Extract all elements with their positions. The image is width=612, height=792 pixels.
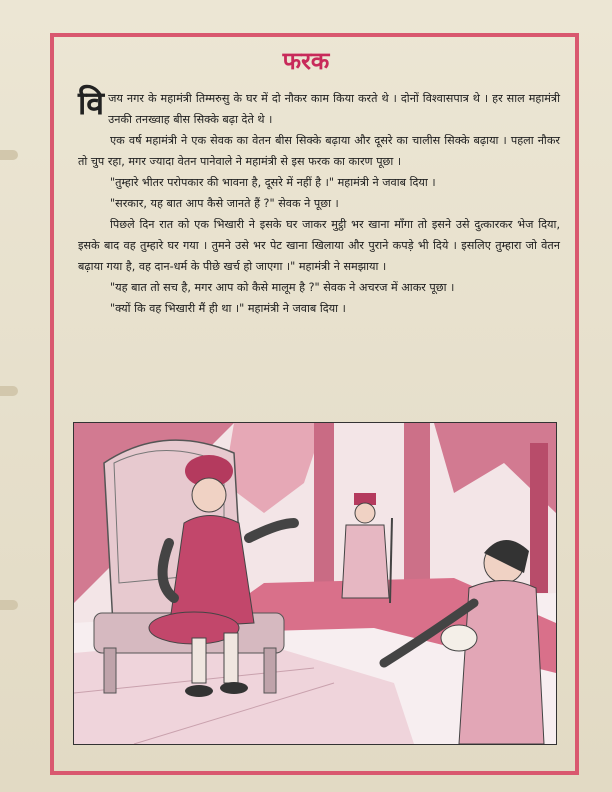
punch-hole [0, 150, 18, 160]
story-illustration [73, 422, 557, 745]
punch-hole [0, 600, 18, 610]
pillar [530, 443, 548, 593]
paragraph-7: "क्यों कि वह भिखारी मैं ही था ।" महामंत्री ने जवाब दिया । [110, 302, 346, 315]
paragraph-3: "तुम्हारे भीतर परोपकार की भावना है, दूसरे में नहीं है ।" महामंत्री ने जवाब दिया । [110, 176, 436, 189]
dropcap: वि [78, 84, 105, 122]
guard [342, 525, 389, 598]
illustration-svg [74, 423, 556, 744]
paragraph-1 [78, 84, 560, 130]
minister-face [192, 478, 226, 512]
story-title: फरक [282, 46, 330, 75]
punch-hole [0, 386, 18, 396]
paragraph-5: पिछले दिन रात को एक भिखारी ने इसके घर जाकर मुट्ठी भर खाना माँगा तो इसने उसे दुत्कारकर भेज दिया, इसके बाद वह तुम्हारे घर गया । तुमने उसे भर पेट खाना खिलाया और पुराने कपड़े भी दिये । इसलिए तुम्हारा जो वेतन बढ़ाया गया है, वह दान-धर्म के पीछे खर्च हो जाएगा ।" महामंत्री ने समझाया । [78, 218, 560, 273]
paragraph-2: एक वर्ष महामंत्री ने एक सेवक का वेतन बीस सिक्के बढ़ाया और दूसरे का चालीस सिक्के बढ़ाया । पहला नौकर तो चुप रहा, मगर ज्यादा वेतन पानेवाले ने महामंत्री से इस फरक का कारण पूछा । [78, 134, 560, 168]
paragraph-4: "सरकार, यह बात आप कैसे जानते हैं ?" सेवक ने पूछा । [110, 197, 339, 210]
paragraph-1-text: जय नगर के महामंत्री तिम्मरुसु के घर में दो नौकर काम किया करते थे । दोनों विश्वासपात्र थे । हर साल महामंत्री उनकी तनख्वाह बीस सिक्के बढ़ा देते थे । [108, 92, 560, 126]
story-text [78, 84, 560, 319]
paragraph-6: "यह बात तो सच है, मगर आप को कैसे मालूम है ?" सेवक ने अचरज में आकर पूछा । [110, 281, 455, 294]
